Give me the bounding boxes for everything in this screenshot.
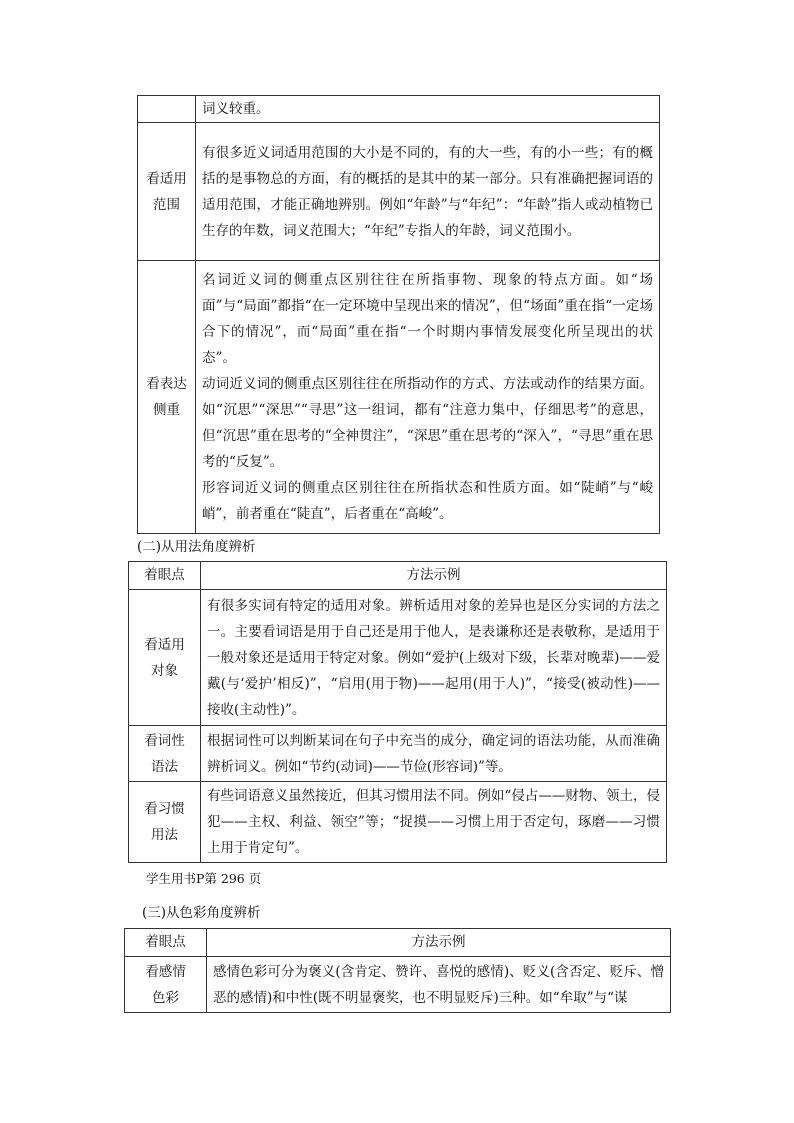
row-paragraph: 形容词近义词的侧重点区别往往在所指状态和性质方面。如“陡峭”与“峻峭”，前者重在“陡直”，后者重在“高峻”。 — [202, 480, 653, 522]
row-paragraph: 有很多实词有特定的适用对象。辨析适用对象的差异也是区分实词的方法之一。主要看词语是用于自己还是用于他人，是表谦称还是表敬称，是适用于一般对象还是适用于特定对象。例如“爱护(上级对下级，长辈对晚辈)——爱戴(与‘爱护’相反)”，“启用(用于物)——起用(用于人)”，“接受(被动性)——接收(主动性)”。 — [207, 597, 660, 718]
near-synonym-table-continued — [137, 95, 660, 534]
table-header-row — [125, 929, 671, 957]
row-paragraph: 动词近义词的侧重点区别往往在所指动作的方式、方法或动作的结果方面。如“沉思”“深思”“寻思”这一组词，都有“注意力集中，仔细思考”的意思，但“沉思”重在思考的“全神贯注”，“深思”重在思考的“深入”，“寻思”重在思考的“反复”。 — [202, 376, 653, 470]
row-content — [201, 726, 667, 782]
row-content — [196, 123, 660, 261]
row-label: 看习惯用法 — [129, 782, 201, 863]
row-label: 看适用范围 — [138, 123, 196, 261]
table-row — [138, 123, 660, 261]
column-header: 方法示例 — [207, 929, 671, 957]
column-header: 着眼点 — [125, 929, 207, 957]
section-title: (三)从色彩角度辨析 — [142, 905, 261, 921]
page-reference-note: 学生用书P第 296 页 — [146, 871, 262, 886]
section-title: (二)从用法角度辨析 — [137, 539, 256, 555]
row-content — [196, 261, 660, 534]
row-label: 看感情色彩 — [125, 957, 207, 1013]
table-row — [129, 590, 667, 726]
row-content — [201, 782, 667, 863]
table-row — [129, 782, 667, 863]
usage-analysis-table — [128, 561, 667, 863]
table-row — [138, 96, 660, 123]
table-row — [129, 726, 667, 782]
row-paragraph: 根据词性可以判断某词在句子中充当的成分，确定词的语法功能，从而准确辨析词义。例如“节约(动词)——节俭(形容词)”等。 — [207, 732, 660, 775]
row-paragraph: 感情色彩可分为褒义(含肯定、赞许、喜悦的感情)、贬义(含否定、贬斥、憎恶的感情)和中性(既不明显褒奖，也不明显贬斥)三种。如“牟取”与“谋 — [213, 963, 664, 1006]
row-paragraph: 有些词语意义虽然接近，但其习惯用法不同。例如“侵占——财物、领土，侵犯——主权、利益、领空”等；“捉摸——习惯上用于否定句，琢磨——习惯上用于肯定句”。 — [207, 788, 660, 856]
row-paragraph: 名词近义词的侧重点区别往往在所指事物、现象的特点方面。如“场面”与“局面”都指“在一定环境中呈现出来的情况”，但“场面”重在指“一定场合下的情况”，而“局面”重在指“一个时期内事情发展变化所呈现出的状态”。 — [202, 272, 653, 366]
table-header-row — [129, 562, 667, 590]
row-label — [138, 96, 196, 123]
color-analysis-table — [124, 928, 671, 1013]
row-label: 看词性语法 — [129, 726, 201, 782]
row-content — [207, 957, 671, 1013]
row-content — [201, 590, 667, 726]
column-header: 方法示例 — [201, 562, 667, 590]
table-row — [138, 261, 660, 534]
row-paragraph: 词义较重。 — [202, 101, 270, 117]
row-label: 看适用对象 — [129, 590, 201, 726]
column-header: 着眼点 — [129, 562, 201, 590]
row-label: 看表达侧重 — [138, 261, 196, 534]
row-paragraph: 有很多近义词适用范围的大小是不同的，有的大一些，有的小一些；有的概括的是事物总的方面，有的概括的是其中的某一部分。只有准确把握词语的适用范围，才能正确地辨别。例如“年龄”与“年纪”：“年龄”指人或动植物已生存的年数，词义范围大；“年纪”专指人的年龄，词义范围小。 — [202, 144, 653, 239]
table-row — [125, 957, 671, 1013]
row-content — [196, 96, 660, 123]
